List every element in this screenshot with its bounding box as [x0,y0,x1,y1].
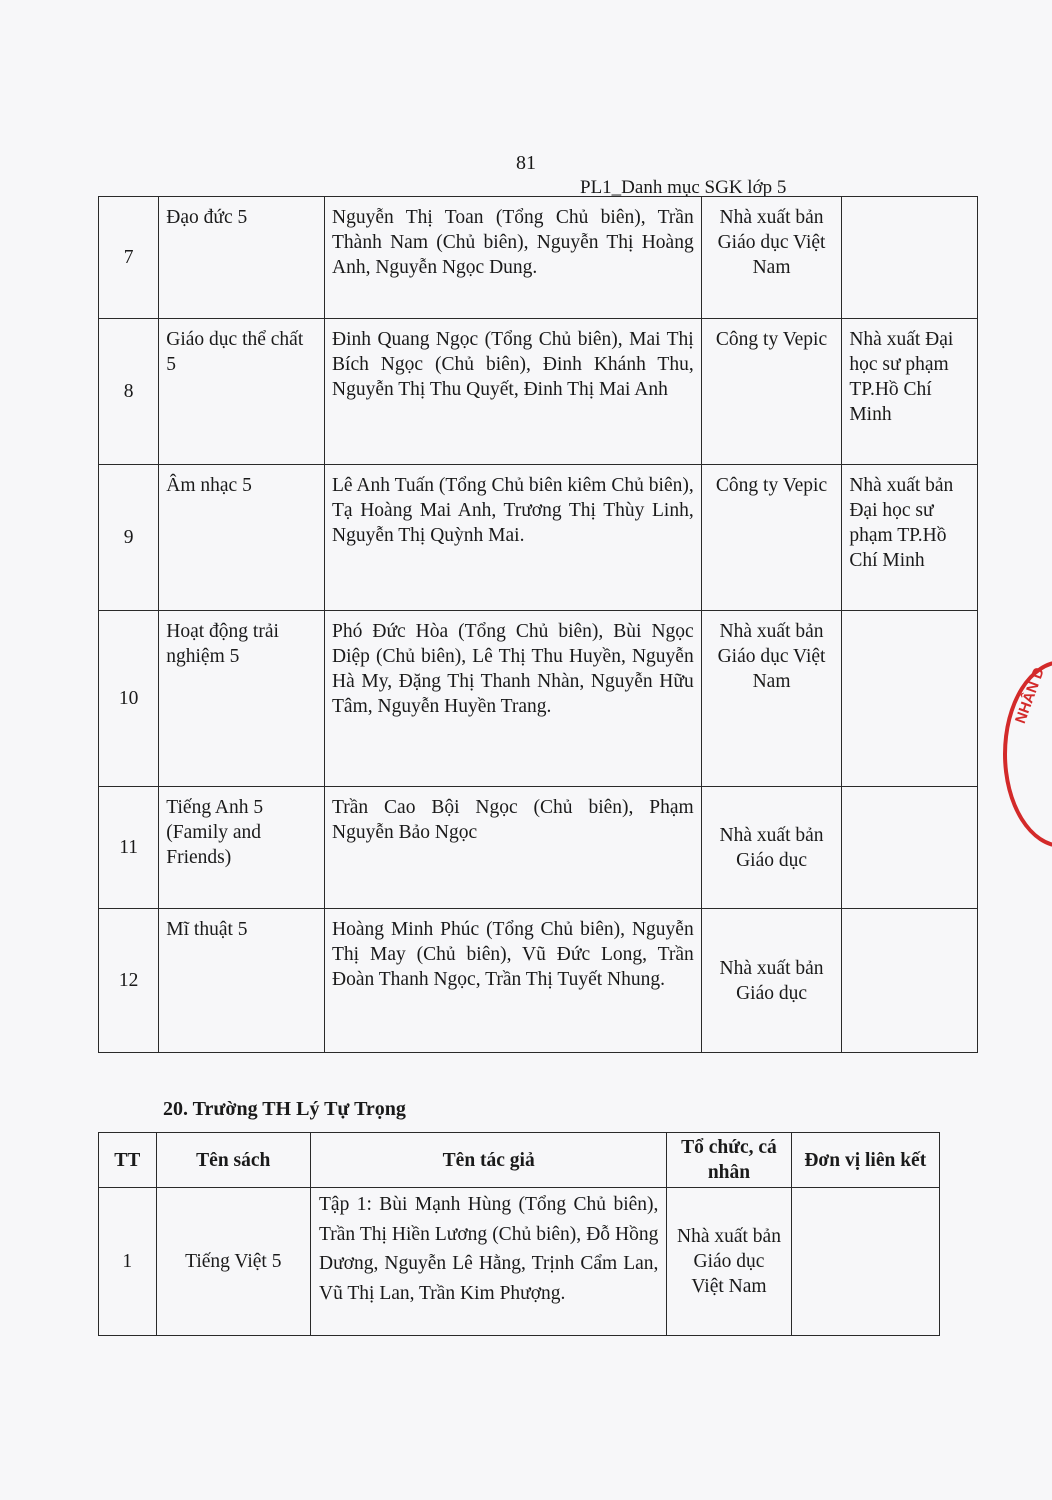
book-authors: Đinh Quang Ngọc (Tổng Chủ biên), Mai Thị Bích Ngọc (Chủ biên), Đinh Khánh Thu, Nguyễn Thị Thu Quyết, Đinh Thị Mai Anh [325,319,702,465]
book-authors: Hoàng Minh Phúc (Tổng Chủ biên), Nguyễn Thị May (Chủ biên), Vũ Đức Long, Trần Đoàn Thanh Ngọc, Trần Thị Tuyết Nhung. [325,909,702,1053]
table-row [99,319,978,465]
section-title: 20. Trường TH Lý Tự Trọng [163,1098,406,1120]
book-publisher: Công ty Vepic [701,465,842,611]
textbook-table-continued [98,196,978,1053]
book-partner [791,1188,939,1336]
stamp-text: NHÂN D [1012,665,1048,726]
column-header: Đơn vị liên kết [791,1133,939,1188]
row-number: 1 [99,1188,157,1336]
row-number: 11 [99,787,159,909]
table-row [99,197,978,319]
row-number: 10 [99,611,159,787]
table-row [99,611,978,787]
book-partner: Nhà xuất bản Đại học sư phạm TP.Hồ Chí Minh [842,465,978,611]
book-title: Tiếng Anh 5 (Family and Friends) [159,787,325,909]
row-number: 7 [99,197,159,319]
book-publisher: Nhà xuất bản Giáo dục [701,909,842,1053]
book-partner [842,787,978,909]
book-partner [842,197,978,319]
book-title: Mĩ thuật 5 [159,909,325,1053]
page-header: PL1_Danh mục SGK lớp 5 [580,177,787,198]
book-title: Giáo dục thể chất 5 [159,319,325,465]
table-row [99,787,978,909]
book-authors: Tập 1: Bùi Mạnh Hùng (Tổng Chủ biên), Trần Thị Hiền Lương (Chủ biên), Đỗ Hồng Dương, Nguyễn Lê Hằng, Trịnh Cẩm Lan, Vũ Thị Lan, Trần Kim Phượng. [311,1188,667,1336]
table-header-row [99,1133,940,1188]
book-publisher: Công ty Vepic [701,319,842,465]
table-row [99,465,978,611]
book-partner [842,611,978,787]
book-authors: Trần Cao Bội Ngọc (Chủ biên), Phạm Nguyễn Bảo Ngọc [325,787,702,909]
row-number: 9 [99,465,159,611]
table-row [99,1188,940,1336]
book-title: Âm nhạc 5 [159,465,325,611]
table-row [99,909,978,1053]
column-header: Tổ chức, cá nhân [667,1133,791,1188]
column-header: Tên tác giả [311,1133,667,1188]
book-authors: Phó Đức Hòa (Tổng Chủ biên), Bùi Ngọc Diệp (Chủ biên), Lê Thị Thu Huyền, Nguyễn Hà My, Đặng Thị Thanh Nhàn, Nguyễn Hữu Tâm, Nguyễn Huyền Trang. [325,611,702,787]
column-header: TT [99,1133,157,1188]
book-authors: Lê Anh Tuấn (Tổng Chủ biên kiêm Chủ biên), Tạ Hoàng Mai Anh, Trương Thị Thùy Linh, Nguyễn Thị Quỳnh Mai. [325,465,702,611]
row-number: 8 [99,319,159,465]
book-partner [842,909,978,1053]
book-authors: Nguyễn Thị Toan (Tổng Chủ biên), Trần Thành Nam (Chủ biên), Nguyễn Thị Hoàng Anh, Nguyễn Ngọc Dung. [325,197,702,319]
book-title: Hoạt động trải nghiệm 5 [159,611,325,787]
book-publisher: Nhà xuất bản Giáo dục Việt Nam [701,611,842,787]
textbook-table-ly-tu-trong [98,1132,940,1336]
row-number: 12 [99,909,159,1053]
book-publisher: Nhà xuất bản Giáo dục Việt Nam [701,197,842,319]
book-partner: Nhà xuất Đại học sư phạm TP.Hồ Chí Minh [842,319,978,465]
book-publisher: Nhà xuất bản Giáo dục Việt Nam [667,1188,791,1336]
book-publisher: Nhà xuất bản Giáo dục [701,787,842,909]
page-number: 81 [516,152,536,174]
column-header: Tên sách [156,1133,310,1188]
book-title: Tiếng Việt 5 [156,1188,310,1336]
book-title: Đạo đức 5 [159,197,325,319]
